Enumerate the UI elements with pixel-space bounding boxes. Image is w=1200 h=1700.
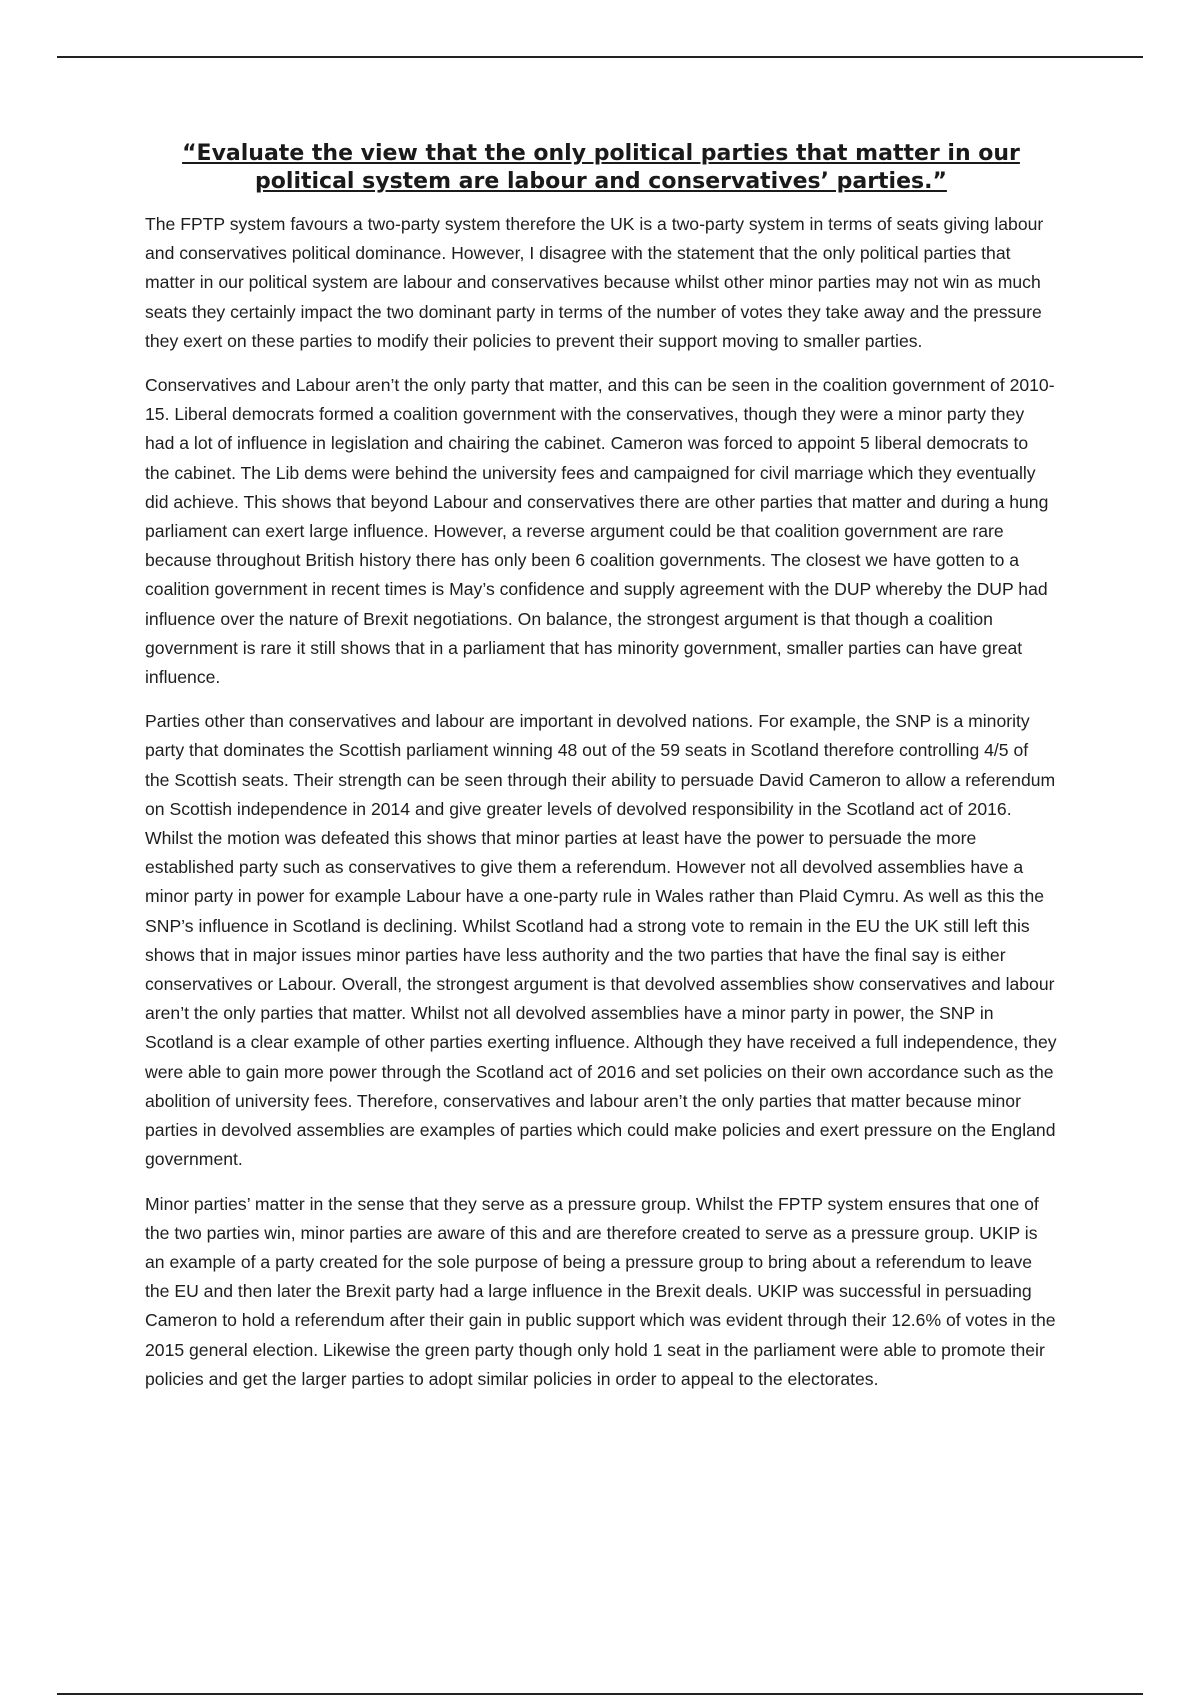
paragraph-pressure-group: Minor parties’ matter in the sense that they serve as a pressure group. Whilst the FPTP system ensures that one of the two parties win, minor parties are aware of this and are therefore created to serve as a pressure group. UKIP is an example of a party created for the sole purpose of being a pressure group to bring about a referendum to leave the EU and then later the Brexit party had a large influence in the Brexit deals. UKIP was successful in persuading Cameron to hold a referendum after their gain in public support which was evident through their 12.6% of votes in the 2015 general election. Likewise the green party though only hold 1 seat in the parliament were able to promote their policies and get the larger parties to adopt similar policies in order to appeal to the electorates. xyxy=(145,1193,1056,1389)
paragraph-devolved-nations: Parties other than conservatives and labour are important in devolved nations. For example, the SNP is a minority party that dominates the Scottish parliament winning 48 out of the 59 seats in Scotland therefore controlling 4/5 of the Scottish seats. Their strength can be seen through their ability to persuade David Cameron to allow a referendum on Scottish independence in 2014 and give greater levels of devolved responsibility in the Scotland act of 2016. Whilst the motion was defeated this shows that minor parties at least have the power to persuade the more established party such as conservatives to give them a referendum. However not all devolved assemblies have a minor party in power for example Labour have a one-party rule in Wales rather than Plaid Cymru. As well as this the SNP’s influence in Scotland is declining. Whilst Scotland had a strong vote to remain in the EU the UK still left this shows that in major issues minor parties have less authority and the two parties that have the final say is either conservatives or Labour. Overall, the strongest argument is that devolved assemblies show conservatives and labour aren’t the only parties that matter. Whilst not all devolved assemblies have a minor party in power, the SNP in Scotland is a clear example of other parties exerting influence. Although they have received a full independence, they were able to gain more power through the Scotland act of 2016 and set policies on their own accordance such as the abolition of university fees. Therefore, conservatives and labour aren’t the only parties that matter because minor parties in devolved assemblies are examples of parties which could make policies and exert pressure on the England government. xyxy=(145,711,1057,1170)
paragraph-coalition: Conservatives and Labour aren’t the only party that matter, and this can be seen in the coalition government of 2010-15. Liberal democrats formed a coalition government with the conservatives, though they were a minor party they had a lot of influence in legislation and chairing the cabinet. Cameron was forced to appoint 5 liberal democrats to the cabinet. The Lib dems were behind the university fees and campaigned for civil marriage which they eventually did achieve. This shows that beyond Labour and conservatives there are other parties that matter and during a hung parliament can exert large influence. However, a reverse argument could be that coalition government are rare because throughout British history there has only been 6 coalition governments. The closest we have gotten to a coalition government in recent times is May’s confidence and supply agreement with the DUP whereby the DUP had influence over the nature of Brexit negotiations. On balance, the strongest argument is that though a coalition government is rare it still shows that in a parliament that has minority government, smaller parties can have great influence. xyxy=(145,375,1055,688)
paragraph-intro: The FPTP system favours a two-party system therefore the UK is a two-party system in terms of seats giving labour and conservatives political dominance. However, I disagree with the statement that the only political parties that matter in our political system are labour and conservatives because whilst other minor parties may not win as much seats they certainly impact the two dominant party in terms of the number of votes they take away and the pressure they exert on these parties to modify their policies to prevent their support moving to smaller parties. xyxy=(145,214,1044,351)
footer-rule xyxy=(57,1693,1143,1695)
document-page xyxy=(145,140,1057,1409)
header-rule xyxy=(57,56,1143,58)
document-title: “Evaluate the view that the only political parties that matter in our political system are labour and conservatives’ parties.” xyxy=(182,141,1020,194)
